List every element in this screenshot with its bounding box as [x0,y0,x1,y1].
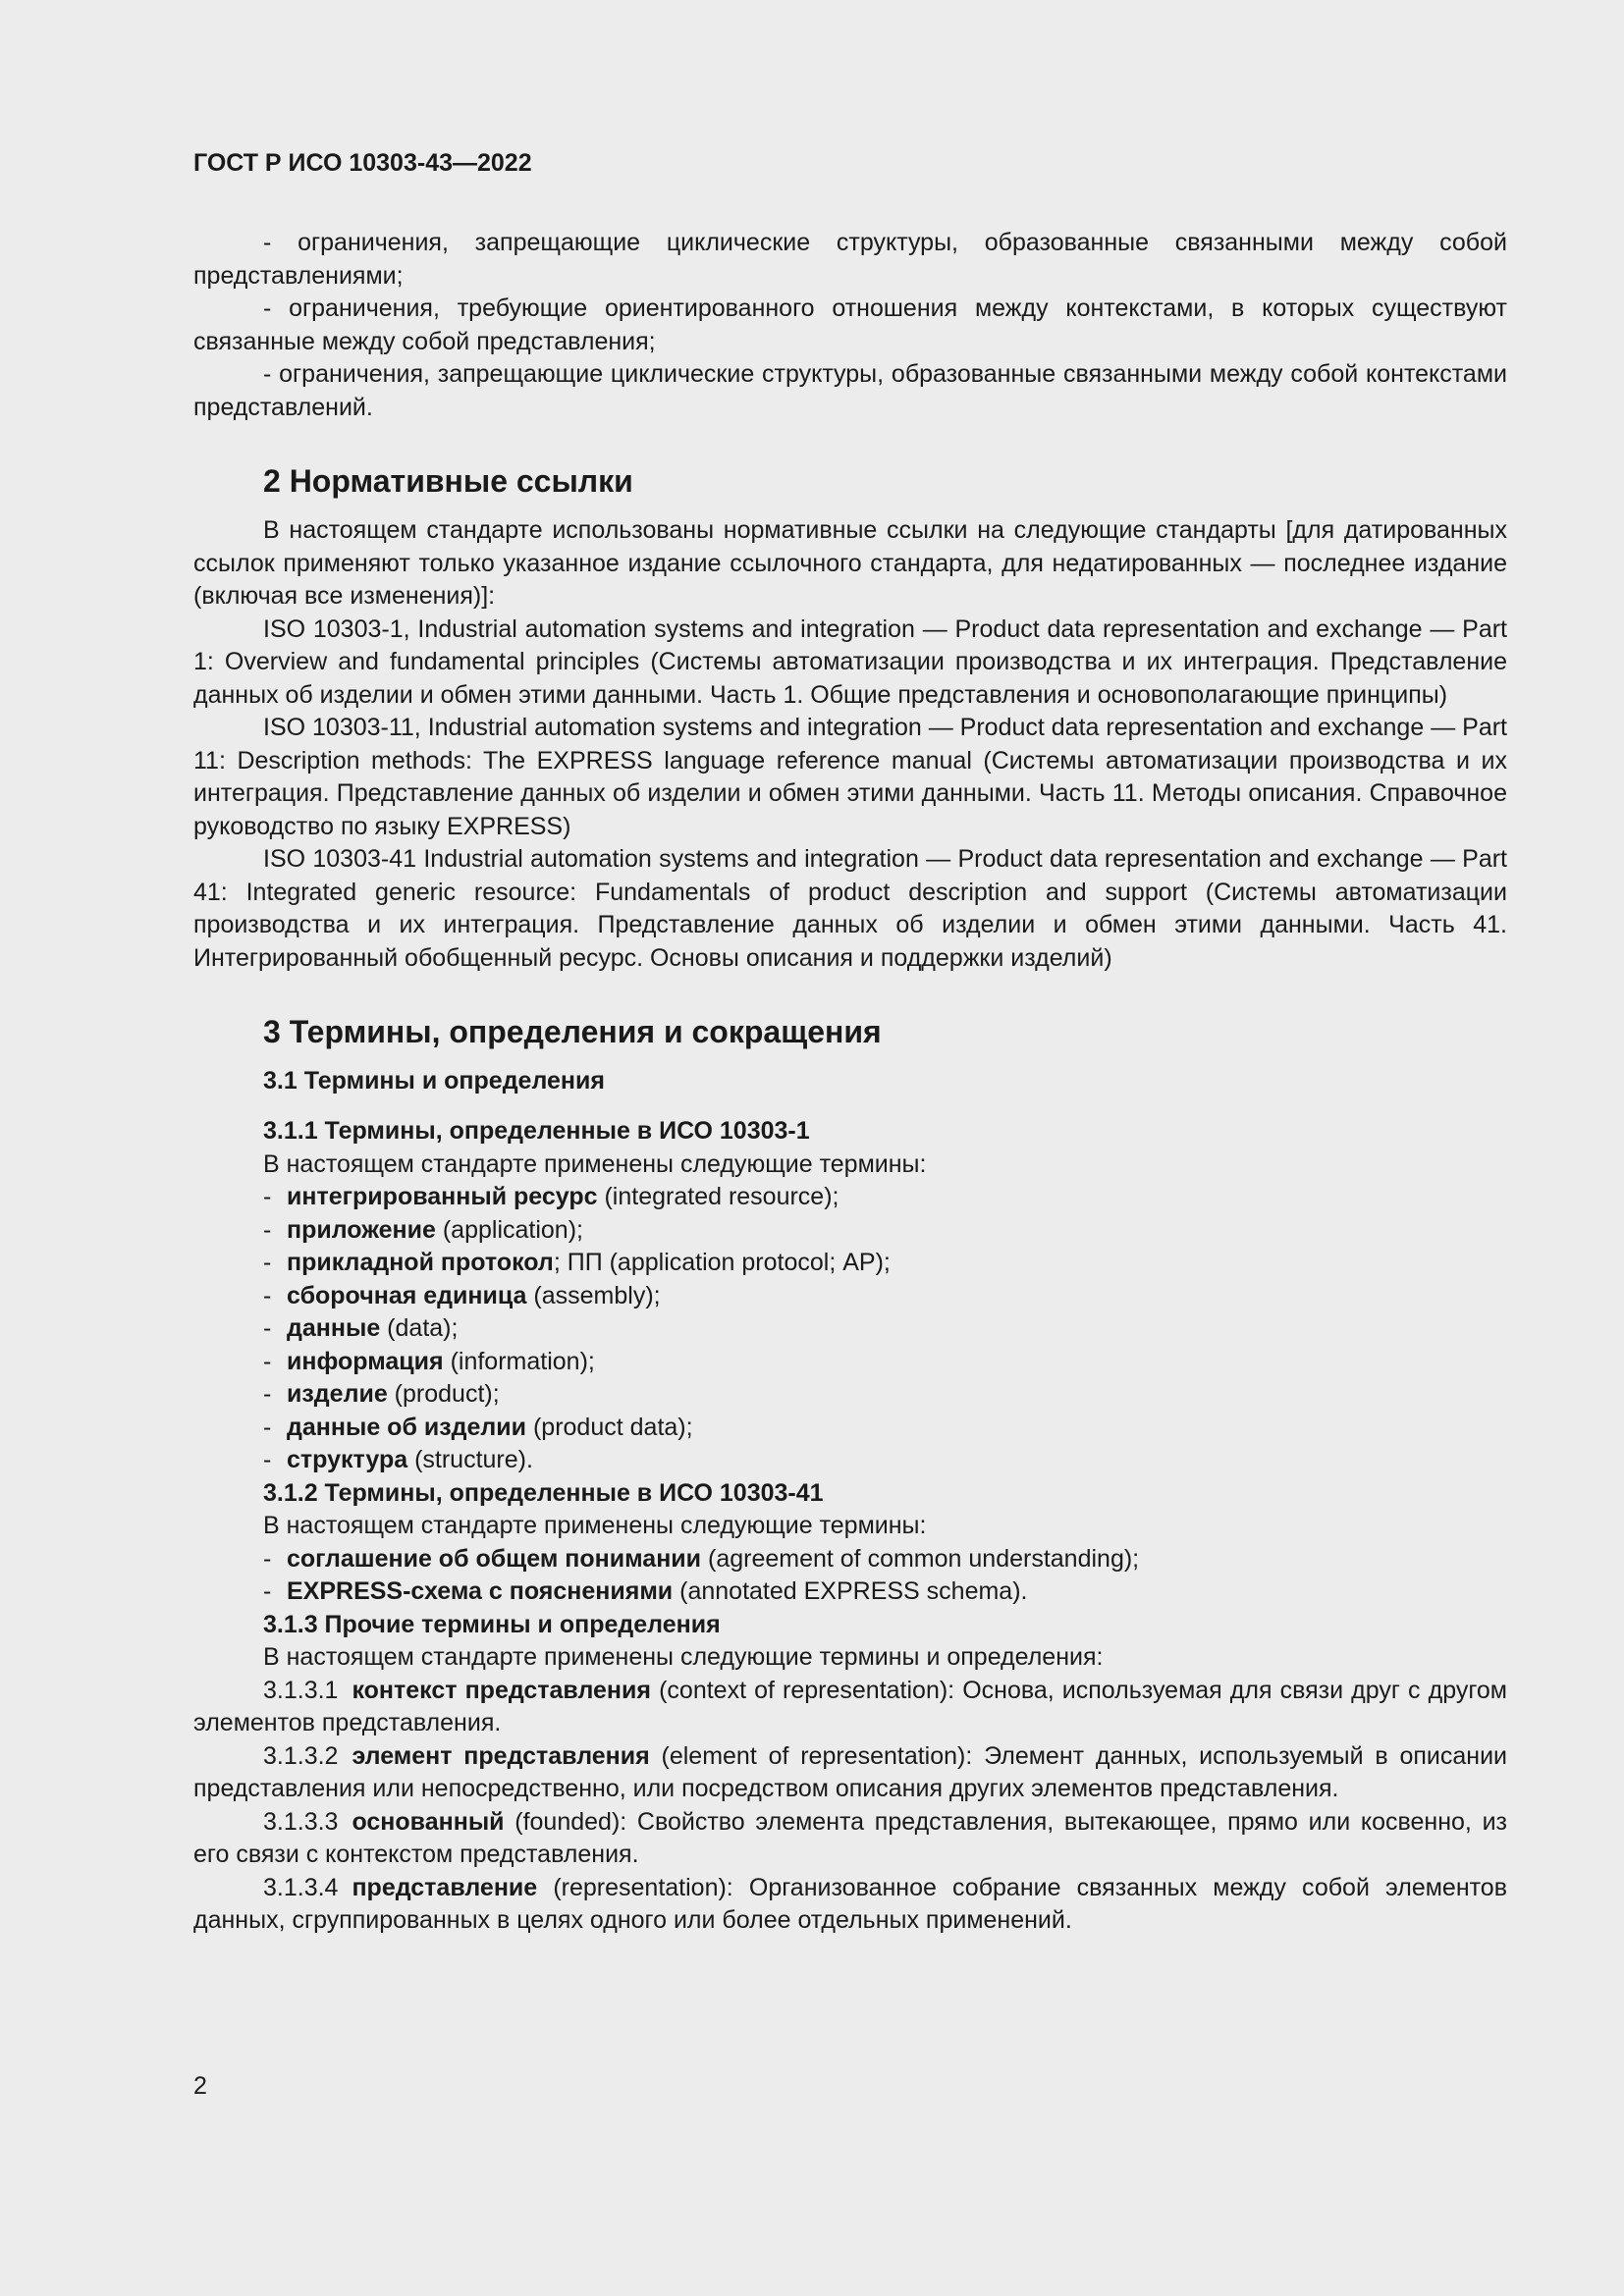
term-translation: (assembly); [526,1281,661,1309]
definition-number: 3.1.3.1 [263,1676,339,1704]
term-item: - приложение (application); [263,1215,583,1244]
normative-reference: ISO 10303-1, Industrial automation systems and integration — Product data representation and exchange — Part 1: Overview and fundamental principles (Системы автоматизации производства и их интеграция. Представление данных об изделии и обмен этими данными. Часть 1. Общие представления и основополагающие принципы) [193,614,1507,709]
term-translation: (product); [387,1380,500,1408]
section-3-heading: 3 Термины, определения и сокращения [263,1014,882,1049]
term-name: приложение [287,1215,436,1244]
term-name: интегрированный ресурс [287,1183,598,1210]
intro-item: - ограничения, требующие ориентированного отношения между контекстами, в которых существуют связанные между собой представления; [193,294,1507,355]
term-item: - интегрированный ресурс (integrated resource); [263,1183,839,1210]
term-name: соглашение об общем понимании [287,1544,702,1573]
page-number: 2 [193,2072,207,2100]
definition-number: 3.1.3.3 [263,1807,339,1836]
subsection-3-1-heading: 3.1 Термины и определения [263,1067,605,1095]
subsection-3-1-2-heading: 3.1.2 Термины, определенные в ИСО 10303-41 [263,1478,824,1507]
definition [193,1740,1507,1806]
definition-text: (representation): Организованное собрание связанных между собой элементов данных, сгруппированных в целях одного или более отдельных применений. [193,1873,1507,1934]
term-item: - соглашение об общем понимании (agreement of common understanding); [263,1544,1140,1573]
definition-text: (context of representation): Основа, используемая для связи друг с другом элементов представления. [193,1676,1507,1736]
term-name: данные [287,1314,381,1342]
subsection-intro: В настоящем стандарте применены следующие термины: [263,1512,927,1539]
term-list [263,1543,1507,1609]
term-item: - прикладной протокол; ПП (application protocol; АР); [263,1249,891,1276]
section-2-heading: 2 Нормативные ссылки [263,463,633,499]
term-name: структура [287,1446,408,1473]
definition [193,1872,1507,1938]
term-item: - сборочная единица (assembly); [263,1281,661,1309]
definition-text: (founded): Свойство элемента представления, вытекающее, прямо или косвенно, из его связи с контекстом представления. [193,1807,1507,1868]
term-item: - EXPRESS-схема с пояснениями (annotated EXPRESS schema). [263,1577,1028,1605]
definition-text: (element of representation): Элемент данных, используемый в описании представления или непосредственно, или посредством описания других элементов представления. [193,1741,1507,1802]
term-translation: (application); [435,1215,583,1244]
subsection-intro: В настоящем стандарте применены следующие термины и определения: [263,1643,1104,1671]
normative-reference: ISO 10303-41 Industrial automation systems and integration — Product data representation and exchange — Part 41: Integrated generic resource: Fundamentals of product description and support (Системы автоматизации производства и их интеграция. Представление данных об изделии и обмен этими данными. Часть 41. Интегрированный обобщенный ресурс. Основы описания и поддержки изделий) [193,845,1507,972]
subsection-intro: В настоящем стандарте применены следующие термины: [263,1149,927,1178]
definition-number: 3.1.3.2 [263,1741,339,1770]
term-item: - информация (information); [263,1347,595,1375]
definition-term: элемент представления [352,1741,650,1770]
term-item: - данные об изделии (product data); [263,1413,693,1441]
intro-item: - ограничения, запрещающие циклические структуры, образованные связанными между собой контекстами представлений. [193,360,1507,421]
term-name: прикладной протокол [287,1249,554,1276]
term-list [263,1181,1507,1477]
definition-term: представление [352,1873,538,1901]
definition [193,1806,1507,1872]
term-translation: (integrated resource); [597,1183,839,1210]
term-translation: (annotated EXPRESS schema). [673,1577,1028,1605]
definition-term: основанный [352,1807,505,1836]
term-name: данные об изделии [287,1413,527,1441]
definition-number: 3.1.3.4 [263,1873,339,1901]
subsection-3-1-1-heading: 3.1.1 Термины, определенные в ИСО 10303-1 [263,1117,810,1145]
intro-item: - ограничения, запрещающие циклические структуры, образованные связанными между собой представлениями; [193,229,1507,290]
term-translation: (agreement of common understanding); [701,1544,1140,1573]
term-translation: (data); [380,1314,459,1342]
document-header: ГОСТ Р ИСО 10303-43—2022 [193,149,532,177]
term-translation: (structure). [407,1446,533,1473]
term-name: EXPRESS-схема с пояснениями [287,1577,674,1605]
subsection-3-1-3-heading: 3.1.3 Прочие термины и определения [263,1610,721,1638]
term-item: - данные (data); [263,1314,459,1342]
definition-term: контекст представления [352,1676,651,1704]
term-item: - изделие (product); [263,1380,500,1408]
section-2-paragraph: В настоящем стандарте использованы нормативные ссылки на следующие стандарты [для датированных ссылок применяют только указанное издание ссылочного стандарта, для недатированных — последнее издание (включая все изменения)]: [193,516,1507,610]
normative-reference: ISO 10303-11, Industrial automation systems and integration — Product data representation and exchange — Part 11: Description methods: The EXPRESS language reference manual (Системы автоматизации производства и их интеграция. Представление данных об изделии и обмен этими данными. Часть 11. Методы описания. Справочное руководство по языку EXPRESS) [193,714,1507,840]
term-translation: (information); [443,1347,595,1375]
term-translation: ; ПП (application protocol; АР); [553,1249,891,1276]
term-name: изделие [287,1380,388,1408]
term-item: - структура (structure). [263,1446,533,1473]
document-page [193,147,1507,1938]
term-name: информация [287,1347,444,1375]
term-translation: (product data); [526,1413,693,1441]
definition [193,1675,1507,1740]
term-name: сборочная единица [287,1281,527,1309]
